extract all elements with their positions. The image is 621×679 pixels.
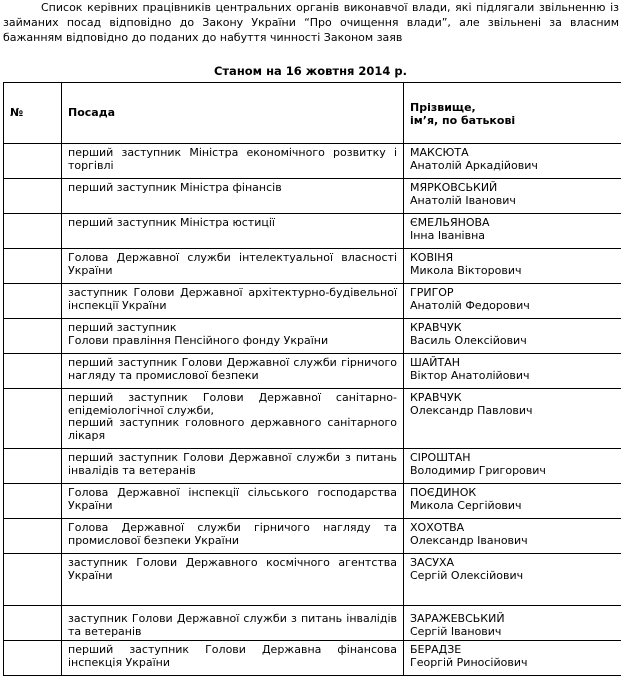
row-number bbox=[4, 284, 62, 319]
row-name bbox=[404, 144, 621, 179]
header-number: № bbox=[4, 83, 62, 144]
row-surname: ЗАСУХА bbox=[410, 556, 455, 569]
row-number bbox=[4, 214, 62, 249]
table-row bbox=[4, 449, 621, 484]
table-row bbox=[4, 606, 621, 641]
row-given-names: Інна Іванівна bbox=[410, 228, 485, 242]
row-position: перший заступник Голови Державної служби з питань інвалідів та ветеранів bbox=[62, 449, 404, 484]
intro-text: Список керівних працівників центральних органів виконавчої влади, які підлягали звільненню із займаних посад відповідно до Закону України “Про очищення влади”, але звільнені за власним бажанням відповідно до поданих до набуття чинності Законом заяв bbox=[3, 1, 619, 44]
row-position: перший заступник Голови Державної служби гірничого нагляду та промислової безпеки bbox=[62, 354, 404, 389]
row-surname: ЄМЕЛЬЯНОВА bbox=[410, 216, 490, 229]
row-number bbox=[4, 249, 62, 284]
row-number bbox=[4, 319, 62, 354]
row-given-names: Віктор Анатолійович bbox=[410, 368, 530, 382]
row-name bbox=[404, 641, 621, 676]
row-number bbox=[4, 554, 62, 606]
row-surname: ШАЙТАН bbox=[410, 356, 461, 369]
row-given-names: Анатолій Іванович bbox=[410, 193, 516, 207]
table-row bbox=[4, 354, 621, 389]
row-position: перший заступник Міністра економічного розвитку і торгівлі bbox=[62, 144, 404, 179]
row-given-names: Анатолій Аркадійович bbox=[410, 158, 538, 172]
row-position: заступник Голови Державної архітектурно-будівельної інспекції України bbox=[62, 284, 404, 319]
row-position bbox=[62, 389, 404, 449]
row-surname: КРАВЧУК bbox=[410, 391, 462, 404]
row-surname: КОВІНЯ bbox=[410, 251, 454, 264]
row-surname: КРАВЧУК bbox=[410, 321, 462, 334]
row-number bbox=[4, 484, 62, 519]
row-position: перший заступник Голови Державна фінансова інспекція України bbox=[62, 641, 404, 676]
row-position: заступник Голови Державного космічного агентства України bbox=[62, 554, 404, 606]
header-name-line2: ім’я, по батькові bbox=[410, 113, 516, 127]
row-number bbox=[4, 354, 62, 389]
row-number bbox=[4, 641, 62, 676]
table-row bbox=[4, 641, 621, 676]
intro-paragraph bbox=[3, 0, 619, 45]
row-number bbox=[4, 144, 62, 179]
header-position: Посада bbox=[62, 83, 404, 144]
table-row bbox=[4, 144, 621, 179]
table-row bbox=[4, 179, 621, 214]
row-name bbox=[404, 484, 621, 519]
row-position bbox=[62, 606, 404, 641]
row-name bbox=[404, 249, 621, 284]
row-number bbox=[4, 389, 62, 449]
row-position: Голова Державної служби інтелектуальної власності України bbox=[62, 249, 404, 284]
table-row bbox=[4, 519, 621, 554]
table-row bbox=[4, 319, 621, 354]
row-number bbox=[4, 606, 62, 641]
row-given-names: Сергій Олексійович bbox=[410, 568, 524, 582]
row-surname: МЯРКОВСЬКИЙ bbox=[410, 181, 498, 194]
row-surname: МАКСЮТА bbox=[410, 146, 469, 159]
row-given-names: Сергій Іванович bbox=[410, 624, 502, 638]
row-given-names: Микола Вікторович bbox=[410, 263, 522, 277]
row-number bbox=[4, 449, 62, 484]
row-surname: ГРИГОР bbox=[410, 286, 454, 299]
row-name bbox=[404, 214, 621, 249]
row-position-line: Голови правління Пенсійного фонду України bbox=[68, 333, 329, 347]
row-position: Голова Державної служби гірничого нагляду та промислової безпеки України bbox=[62, 519, 404, 554]
row-name bbox=[404, 319, 621, 354]
row-name bbox=[404, 519, 621, 554]
row-surname: ЗАРАЖЕВСЬКИЙ bbox=[410, 612, 505, 625]
row-given-names: Олександр Павлович bbox=[410, 403, 533, 417]
row-name bbox=[404, 389, 621, 449]
row-name bbox=[404, 179, 621, 214]
table-row bbox=[4, 484, 621, 519]
table-row bbox=[4, 214, 621, 249]
row-name bbox=[404, 554, 621, 606]
row-name bbox=[404, 354, 621, 389]
table-row bbox=[4, 249, 621, 284]
row-surname: СІРОШТАН bbox=[410, 451, 471, 464]
row-number bbox=[4, 179, 62, 214]
header-name-line1: Прізвище, bbox=[410, 101, 476, 114]
table-row bbox=[4, 284, 621, 319]
row-position-text: заступник Голови Державної служби з питань інвалідів та ветеранів bbox=[68, 612, 397, 638]
table-header-row bbox=[4, 83, 621, 144]
row-name bbox=[404, 606, 621, 641]
row-position bbox=[62, 319, 404, 354]
row-position: перший заступник Міністра юстиції bbox=[62, 214, 404, 249]
table-row bbox=[4, 554, 621, 606]
row-position-line: перший заступник Голови Державної санітарно-епідеміологічної служби, bbox=[68, 391, 397, 417]
header-full-name bbox=[404, 83, 621, 144]
row-number bbox=[4, 519, 62, 554]
row-name bbox=[404, 284, 621, 319]
row-given-names: Георгій Риносійович bbox=[410, 655, 528, 669]
row-surname: БЕРАДЗЕ bbox=[410, 643, 462, 656]
row-given-names: Анатолій Федорович bbox=[410, 298, 530, 312]
row-position-line: перший заступник bbox=[68, 321, 177, 334]
row-given-names: Олександр Іванович bbox=[410, 533, 528, 547]
date-line: Станом на 16 жовтня 2014 р. bbox=[213, 64, 408, 78]
row-position: Голова Державної інспекції сільського господарства України bbox=[62, 484, 404, 519]
row-surname: ХОХОТВА bbox=[410, 521, 465, 534]
row-given-names: Микола Сергійович bbox=[410, 498, 522, 512]
row-given-names: Володимир Григорович bbox=[410, 463, 546, 477]
row-surname: ПОЄДИНОК bbox=[410, 486, 477, 499]
officials-table bbox=[3, 82, 621, 676]
row-position: перший заступник Міністра фінансів bbox=[62, 179, 404, 214]
row-name bbox=[404, 449, 621, 484]
row-given-names: Василь Олексійович bbox=[410, 333, 527, 347]
table-row bbox=[4, 389, 621, 449]
row-position-line: перший заступник головного державного санітарного лікаря bbox=[68, 416, 397, 442]
